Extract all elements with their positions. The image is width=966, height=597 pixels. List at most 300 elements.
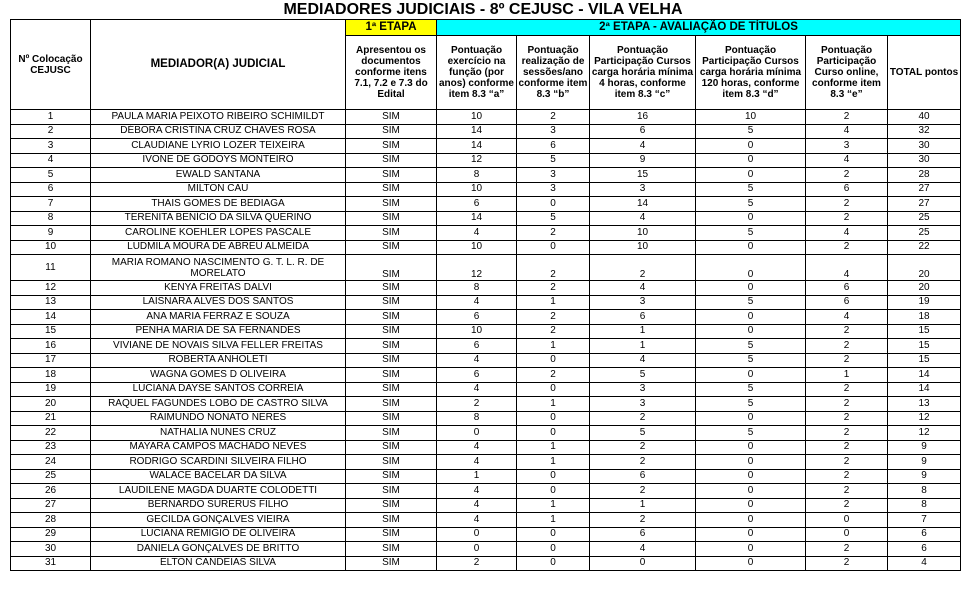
- score-e-cell: 4: [806, 310, 888, 325]
- score-e-cell: 1: [806, 368, 888, 383]
- name-cell: CLAUDIANE LYRIO LOZER TEIXEIRA: [91, 139, 346, 154]
- score-a-cell: 4: [437, 455, 517, 470]
- score-d-cell: 0: [696, 440, 806, 455]
- score-e-cell: 2: [806, 339, 888, 354]
- score-c-cell: 5: [590, 368, 696, 383]
- score-e-cell: 6: [806, 182, 888, 197]
- table-row: [11, 226, 961, 241]
- score-b-cell: 0: [517, 353, 590, 368]
- rank-cell: 11: [11, 255, 91, 281]
- total-cell: 12: [888, 411, 961, 426]
- score-d-cell: 5: [696, 124, 806, 139]
- score-d-cell: 0: [696, 368, 806, 383]
- score-c-cell: 3: [590, 382, 696, 397]
- score-c-cell: 0: [590, 556, 696, 571]
- score-b-cell: 0: [517, 240, 590, 255]
- total-cell: 25: [888, 226, 961, 241]
- total-cell: 12: [888, 426, 961, 441]
- total-cell: 40: [888, 110, 961, 125]
- score-a-cell: 2: [437, 397, 517, 412]
- score-c-cell: 1: [590, 498, 696, 513]
- table-row: [11, 182, 961, 197]
- total-cell: 22: [888, 240, 961, 255]
- rank-cell: 25: [11, 469, 91, 484]
- score-c-cell: 2: [590, 455, 696, 470]
- score-e-cell: 2: [806, 397, 888, 412]
- total-cell: 14: [888, 368, 961, 383]
- score-d-cell: 5: [696, 295, 806, 310]
- docs-cell: SIM: [346, 426, 437, 441]
- score-d-cell: 0: [696, 281, 806, 296]
- rank-cell: 5: [11, 168, 91, 183]
- score-a-cell: 4: [437, 513, 517, 528]
- rank-cell: 10: [11, 240, 91, 255]
- score-a-cell: 4: [437, 226, 517, 241]
- table-row: [11, 281, 961, 296]
- score-e-cell: 4: [806, 226, 888, 241]
- score-b-cell: 0: [517, 484, 590, 499]
- score-b-cell: 1: [517, 440, 590, 455]
- score-d-cell: 5: [696, 426, 806, 441]
- docs-cell: SIM: [346, 498, 437, 513]
- table-row: [11, 498, 961, 513]
- docs-cell: SIM: [346, 542, 437, 557]
- table-row: [11, 139, 961, 154]
- score-e-cell: 2: [806, 469, 888, 484]
- rank-cell: 2: [11, 124, 91, 139]
- name-cell: LAISNARA ALVES DOS SANTOS: [91, 295, 346, 310]
- docs-cell: SIM: [346, 440, 437, 455]
- score-d-cell: 0: [696, 498, 806, 513]
- score-d-cell: 0: [696, 455, 806, 470]
- score-e-cell: 0: [806, 527, 888, 542]
- score-c-cell: 2: [590, 440, 696, 455]
- score-b-cell: 5: [517, 153, 590, 168]
- score-a-cell: 14: [437, 124, 517, 139]
- name-cell: EWALD SANTANA: [91, 168, 346, 183]
- docs-cell: SIM: [346, 153, 437, 168]
- docs-cell: SIM: [346, 295, 437, 310]
- score-e-cell: 4: [806, 124, 888, 139]
- table-row: [11, 397, 961, 412]
- score-c-cell: 9: [590, 153, 696, 168]
- total-cell: 18: [888, 310, 961, 325]
- score-a-cell: 10: [437, 324, 517, 339]
- score-e-cell: 2: [806, 382, 888, 397]
- score-e-cell: 2: [806, 197, 888, 212]
- total-cell: 6: [888, 542, 961, 557]
- docs-cell: SIM: [346, 240, 437, 255]
- table-row: [11, 556, 961, 571]
- score-b-cell: 0: [517, 382, 590, 397]
- total-cell: 15: [888, 353, 961, 368]
- docs-cell: SIM: [346, 484, 437, 499]
- score-c-cell: 4: [590, 139, 696, 154]
- score-e-cell: 4: [806, 153, 888, 168]
- docs-header: Apresentou os documentos conforme itens 7.1, 7.2 e 7.3 do Edital: [346, 36, 437, 110]
- score-d-cell: 5: [696, 182, 806, 197]
- score-c-cell: 5: [590, 426, 696, 441]
- score-e-cell: 2: [806, 542, 888, 557]
- docs-cell: SIM: [346, 255, 437, 281]
- total-cell: 13: [888, 397, 961, 412]
- score-c-cell: 4: [590, 211, 696, 226]
- score-e-cell: 2: [806, 110, 888, 125]
- score-b-cell: 0: [517, 527, 590, 542]
- docs-cell: SIM: [346, 324, 437, 339]
- score-e-cell: 2: [806, 455, 888, 470]
- docs-cell: SIM: [346, 124, 437, 139]
- name-cell: IVONE DE GODOYS MONTEIRO: [91, 153, 346, 168]
- score-d-cell: 0: [696, 324, 806, 339]
- total-cell: 9: [888, 440, 961, 455]
- total-cell: 14: [888, 382, 961, 397]
- total-cell: 20: [888, 255, 961, 281]
- score-a-cell: 6: [437, 197, 517, 212]
- rank-cell: 8: [11, 211, 91, 226]
- rank-cell: 12: [11, 281, 91, 296]
- score-c-cell: 2: [590, 411, 696, 426]
- score-e-cell: 2: [806, 324, 888, 339]
- docs-cell: SIM: [346, 211, 437, 226]
- score-b-cell: 2: [517, 255, 590, 281]
- score-b-cell: 5: [517, 211, 590, 226]
- total-cell: 8: [888, 498, 961, 513]
- score-c-cell: 4: [590, 281, 696, 296]
- docs-cell: SIM: [346, 527, 437, 542]
- score-a-cell: 10: [437, 110, 517, 125]
- score-b-cell: 2: [517, 368, 590, 383]
- docs-cell: SIM: [346, 197, 437, 212]
- score-e-cell: 2: [806, 484, 888, 499]
- total-header: TOTAL pontos: [888, 36, 961, 110]
- name-cell: TERENITA BENÍCIO DA SILVA QUERINO: [91, 211, 346, 226]
- score-e-cell: 6: [806, 281, 888, 296]
- docs-cell: SIM: [346, 513, 437, 528]
- docs-cell: SIM: [346, 110, 437, 125]
- score-e-cell: 2: [806, 498, 888, 513]
- score-c-cell: 3: [590, 295, 696, 310]
- score-c-cell: 1: [590, 339, 696, 354]
- name-cell: RODRIGO SCARDINI SILVEIRA FILHO: [91, 455, 346, 470]
- total-cell: 7: [888, 513, 961, 528]
- table-row: [11, 110, 961, 125]
- rank-cell: 13: [11, 295, 91, 310]
- total-cell: 15: [888, 339, 961, 354]
- score-c-cell: 14: [590, 197, 696, 212]
- score-c-cell: 16: [590, 110, 696, 125]
- score-d-cell: 0: [696, 411, 806, 426]
- score-a-cell: 10: [437, 182, 517, 197]
- table-row: [11, 382, 961, 397]
- name-cell: KENYA FREITAS DALVI: [91, 281, 346, 296]
- docs-cell: SIM: [346, 469, 437, 484]
- name-cell: NATHALIA NUNES CRUZ: [91, 426, 346, 441]
- score-e-cell: 6: [806, 295, 888, 310]
- table-row: [11, 542, 961, 557]
- rank-cell: 21: [11, 411, 91, 426]
- table-row: [11, 153, 961, 168]
- score-e-cell: 2: [806, 440, 888, 455]
- table-row: [11, 484, 961, 499]
- score-c-cell: 2: [590, 484, 696, 499]
- total-cell: 30: [888, 139, 961, 154]
- score-d-cell: 0: [696, 211, 806, 226]
- score-a-cell: 6: [437, 339, 517, 354]
- score-a-cell: 4: [437, 440, 517, 455]
- total-cell: 30: [888, 153, 961, 168]
- score-a-cell: 4: [437, 382, 517, 397]
- score-a-cell: 8: [437, 281, 517, 296]
- score-d-cell: 0: [696, 240, 806, 255]
- score-b-cell: 0: [517, 411, 590, 426]
- score-d-cell: 0: [696, 310, 806, 325]
- score-e-cell: 2: [806, 240, 888, 255]
- name-cell: LUDMILA MOURA DE ABREU ALMEIDA: [91, 240, 346, 255]
- score-e-header: Pontuação Participação Curso online, conforme item 8.3 “e”: [806, 36, 888, 110]
- rank-cell: 27: [11, 498, 91, 513]
- score-b-cell: 6: [517, 139, 590, 154]
- rank-cell: 16: [11, 339, 91, 354]
- name-cell: DANIELA GONÇALVES DE BRITTO: [91, 542, 346, 557]
- score-a-cell: 6: [437, 368, 517, 383]
- docs-cell: SIM: [346, 339, 437, 354]
- score-b-cell: 2: [517, 281, 590, 296]
- page-title: MEDIADORES JUDICIAIS - 8º CEJUSC - VILA VELHA: [283, 1, 683, 18]
- rank-header: Nº Colocação CEJUSC: [11, 20, 91, 110]
- score-a-cell: 8: [437, 168, 517, 183]
- rank-cell: 15: [11, 324, 91, 339]
- score-c-cell: 2: [590, 513, 696, 528]
- rank-cell: 17: [11, 353, 91, 368]
- total-cell: 15: [888, 324, 961, 339]
- name-cell: THAIS GOMES DE BEDIAGA: [91, 197, 346, 212]
- docs-cell: SIM: [346, 139, 437, 154]
- score-b-cell: 1: [517, 513, 590, 528]
- score-d-cell: 5: [696, 397, 806, 412]
- score-e-cell: 2: [806, 411, 888, 426]
- score-c-cell: 6: [590, 527, 696, 542]
- rank-cell: 23: [11, 440, 91, 455]
- name-cell: MARIA ROMANO NASCIMENTO G. T. L. R. DE MORELATO: [91, 255, 346, 281]
- score-d-cell: 0: [696, 513, 806, 528]
- total-cell: 9: [888, 455, 961, 470]
- score-a-cell: 4: [437, 484, 517, 499]
- score-d-cell: 5: [696, 382, 806, 397]
- score-a-cell: 14: [437, 211, 517, 226]
- score-d-header: Pontuação Participação Cursos carga horária mínima 120 horas, conforme item 8.3 “d”: [696, 36, 806, 110]
- score-d-cell: 0: [696, 527, 806, 542]
- score-b-cell: 0: [517, 197, 590, 212]
- table-row: [11, 240, 961, 255]
- stage2-header: 2ª ETAPA - AVALIAÇÃO DE TÍTULOS: [437, 20, 961, 36]
- score-e-cell: 3: [806, 139, 888, 154]
- docs-cell: SIM: [346, 182, 437, 197]
- score-b-cell: 2: [517, 310, 590, 325]
- rank-cell: 24: [11, 455, 91, 470]
- table-row: [11, 513, 961, 528]
- rank-cell: 20: [11, 397, 91, 412]
- score-c-cell: 10: [590, 240, 696, 255]
- score-d-cell: 5: [696, 353, 806, 368]
- name-cell: RAIMUNDO NONATO NERES: [91, 411, 346, 426]
- name-cell: DÉBORA CRISTINA CRUZ CHAVES ROSA: [91, 124, 346, 139]
- total-cell: 20: [888, 281, 961, 296]
- rank-cell: 9: [11, 226, 91, 241]
- table-row: [11, 440, 961, 455]
- table-row: [11, 368, 961, 383]
- score-b-cell: 1: [517, 339, 590, 354]
- rank-cell: 31: [11, 556, 91, 571]
- score-c-header: Pontuação Participação Cursos carga horária mínima 4 horas, conforme item 8.3 “c”: [590, 36, 696, 110]
- name-cell: ELTON CANDEIAS SILVA: [91, 556, 346, 571]
- score-a-cell: 0: [437, 527, 517, 542]
- rank-cell: 4: [11, 153, 91, 168]
- score-b-cell: 0: [517, 469, 590, 484]
- total-cell: 32: [888, 124, 961, 139]
- total-cell: 25: [888, 211, 961, 226]
- score-c-cell: 4: [590, 353, 696, 368]
- table-row: [11, 168, 961, 183]
- score-a-cell: 0: [437, 542, 517, 557]
- name-cell: VIVIANE DE NOVAIS SILVA FELLER FREITAS: [91, 339, 346, 354]
- table-row: [11, 426, 961, 441]
- score-b-cell: 2: [517, 110, 590, 125]
- total-cell: 27: [888, 197, 961, 212]
- name-cell: GECILDA GONÇALVES VIEIRA: [91, 513, 346, 528]
- table-row: [11, 455, 961, 470]
- docs-cell: SIM: [346, 281, 437, 296]
- docs-cell: SIM: [346, 411, 437, 426]
- score-e-cell: 2: [806, 556, 888, 571]
- score-b-header: Pontuação realização de sessões/ano conforme item 8.3 “b”: [517, 36, 590, 110]
- score-c-cell: 1: [590, 324, 696, 339]
- name-cell: WAGNA GOMES D OLIVEIRA: [91, 368, 346, 383]
- score-a-cell: 1: [437, 469, 517, 484]
- score-a-cell: 14: [437, 139, 517, 154]
- total-cell: 6: [888, 527, 961, 542]
- stage1-header: 1ª ETAPA: [346, 20, 437, 36]
- score-c-cell: 6: [590, 310, 696, 325]
- score-b-cell: 0: [517, 556, 590, 571]
- rank-cell: 22: [11, 426, 91, 441]
- score-b-cell: 2: [517, 226, 590, 241]
- name-cell: WALACE BACELAR DA SILVA: [91, 469, 346, 484]
- score-b-cell: 3: [517, 168, 590, 183]
- score-d-cell: 0: [696, 484, 806, 499]
- name-cell: LUCIANA DAYSE SANTOS CORREIA: [91, 382, 346, 397]
- name-cell: LUCIANA REMIGIO DE OLIVEIRA: [91, 527, 346, 542]
- rank-cell: 14: [11, 310, 91, 325]
- score-b-cell: 0: [517, 542, 590, 557]
- total-cell: 28: [888, 168, 961, 183]
- total-cell: 19: [888, 295, 961, 310]
- score-b-cell: 1: [517, 498, 590, 513]
- table-row: [11, 339, 961, 354]
- score-a-cell: 6: [437, 310, 517, 325]
- table-row: [11, 255, 961, 281]
- score-a-cell: 12: [437, 153, 517, 168]
- score-a-cell: 0: [437, 426, 517, 441]
- score-a-cell: 4: [437, 353, 517, 368]
- docs-cell: SIM: [346, 368, 437, 383]
- score-d-cell: 0: [696, 469, 806, 484]
- name-cell: CAROLINE KOEHLER LOPES PASCALE: [91, 226, 346, 241]
- score-d-cell: 5: [696, 226, 806, 241]
- score-d-cell: 0: [696, 542, 806, 557]
- score-c-cell: 4: [590, 542, 696, 557]
- score-d-cell: 5: [696, 339, 806, 354]
- score-c-cell: 3: [590, 397, 696, 412]
- score-b-cell: 3: [517, 182, 590, 197]
- score-b-cell: 3: [517, 124, 590, 139]
- score-a-cell: 10: [437, 240, 517, 255]
- score-a-cell: 8: [437, 411, 517, 426]
- score-d-cell: 0: [696, 168, 806, 183]
- score-a-cell: 4: [437, 295, 517, 310]
- docs-cell: SIM: [346, 556, 437, 571]
- name-cell: ANA MARIA FERRAZ E SOUZA: [91, 310, 346, 325]
- score-d-cell: 0: [696, 153, 806, 168]
- table-row: [11, 295, 961, 310]
- score-c-cell: 10: [590, 226, 696, 241]
- table-row: [11, 527, 961, 542]
- score-e-cell: 2: [806, 168, 888, 183]
- rank-cell: 29: [11, 527, 91, 542]
- rank-cell: 18: [11, 368, 91, 383]
- table-body: [11, 110, 961, 571]
- rank-cell: 30: [11, 542, 91, 557]
- score-e-cell: 2: [806, 211, 888, 226]
- results-table: [10, 19, 961, 571]
- score-c-cell: 6: [590, 124, 696, 139]
- score-d-cell: 0: [696, 255, 806, 281]
- rank-cell: 3: [11, 139, 91, 154]
- name-cell: BERNARDO SURERUS FILHO: [91, 498, 346, 513]
- score-c-cell: 3: [590, 182, 696, 197]
- rank-cell: 28: [11, 513, 91, 528]
- name-cell: MAYARA CAMPOS MACHADO NEVES: [91, 440, 346, 455]
- score-e-cell: 2: [806, 353, 888, 368]
- rank-cell: 19: [11, 382, 91, 397]
- score-c-cell: 6: [590, 469, 696, 484]
- docs-cell: SIM: [346, 226, 437, 241]
- score-a-header: Pontuação exercício na função (por anos) conforme item 8.3 “a”: [437, 36, 517, 110]
- docs-cell: SIM: [346, 397, 437, 412]
- score-e-cell: 4: [806, 255, 888, 281]
- name-header: MEDIADOR(A) JUDICIAL: [91, 20, 346, 110]
- table-row: [11, 411, 961, 426]
- table-row: [11, 324, 961, 339]
- table-row: [11, 310, 961, 325]
- table-row: [11, 124, 961, 139]
- name-cell: PAULA MARIA PEIXOTO RIBEIRO SCHIMILDT: [91, 110, 346, 125]
- score-b-cell: 2: [517, 324, 590, 339]
- score-d-cell: 0: [696, 139, 806, 154]
- rank-cell: 1: [11, 110, 91, 125]
- score-a-cell: 12: [437, 255, 517, 281]
- docs-cell: SIM: [346, 455, 437, 470]
- score-b-cell: 1: [517, 455, 590, 470]
- docs-cell: SIM: [346, 353, 437, 368]
- score-d-cell: 0: [696, 556, 806, 571]
- total-cell: 27: [888, 182, 961, 197]
- score-b-cell: 1: [517, 295, 590, 310]
- total-cell: 9: [888, 469, 961, 484]
- name-cell: PENHA MARIA DE SÁ FERNANDES: [91, 324, 346, 339]
- score-e-cell: 0: [806, 513, 888, 528]
- table-row: [11, 211, 961, 226]
